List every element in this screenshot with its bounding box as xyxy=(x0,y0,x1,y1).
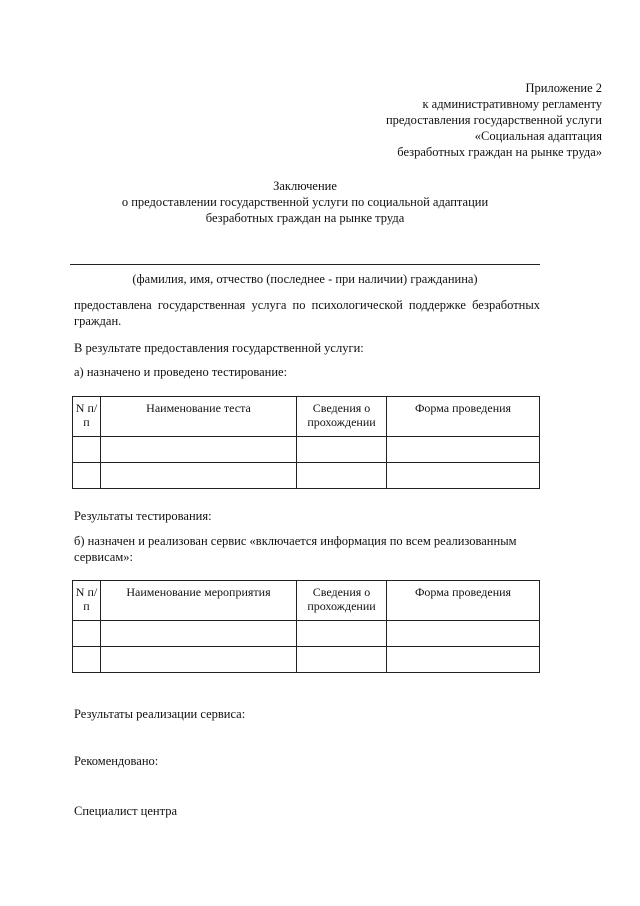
table-cell xyxy=(73,463,101,489)
citizen-name-line xyxy=(70,264,540,265)
specialist-label: Специалист центра xyxy=(74,804,178,818)
col-completion-header: Сведения о прохождении xyxy=(297,581,387,621)
table-cell xyxy=(101,647,297,673)
service-results-label: Результаты реализации сервиса: xyxy=(74,707,246,721)
table-cell xyxy=(387,437,540,463)
table-row xyxy=(73,437,540,463)
item-a-text: а) назначено и проведено тестирование: xyxy=(74,365,288,379)
title-line: о предоставлении государственной услуги по социальной адаптации xyxy=(121,195,489,209)
annex-line: «Социальная адаптация xyxy=(474,129,602,143)
table-row xyxy=(73,463,540,489)
services-table xyxy=(72,580,540,673)
table-header-row xyxy=(73,581,540,621)
table-cell xyxy=(297,647,387,673)
table-row xyxy=(73,621,540,647)
service-provided-text: предоставлена государственная услуга по психологической поддержке безработных граждан. xyxy=(74,298,540,328)
annex-line: к административному регламенту xyxy=(422,97,602,111)
col-form-header: Форма проведения xyxy=(387,397,540,437)
col-event-name-header: Наименование мероприятия xyxy=(101,581,297,621)
annex-line: Приложение 2 xyxy=(525,81,602,95)
recommended-label: Рекомендовано: xyxy=(74,754,159,768)
item-b-text: б) назначен и реализован сервис «включается информация по всем реализованным сервисам»: xyxy=(74,534,517,564)
table-header-row xyxy=(73,397,540,437)
col-test-name-header: Наименование теста xyxy=(101,397,297,437)
title-line: Заключение xyxy=(273,179,337,193)
table-cell xyxy=(297,621,387,647)
test-results-label: Результаты тестирования: xyxy=(74,509,212,523)
col-completion-header: Сведения о прохождении xyxy=(297,397,387,437)
result-intro-text: В результате предоставления государственной услуги: xyxy=(74,341,364,355)
tests-table xyxy=(72,396,540,489)
annex-line: безработных граждан на рынке труда» xyxy=(397,145,602,159)
col-number-header: N п/п xyxy=(73,397,101,437)
table-cell xyxy=(73,647,101,673)
annex-header xyxy=(302,80,602,160)
col-number-header: N п/п xyxy=(73,581,101,621)
table-cell xyxy=(101,621,297,647)
annex-line: предоставления государственной услуги xyxy=(385,113,602,127)
table-cell xyxy=(101,463,297,489)
title-line: безработных граждан на рынке труда xyxy=(205,211,405,225)
table-cell xyxy=(297,437,387,463)
table-row xyxy=(73,647,540,673)
table-cell xyxy=(73,621,101,647)
document-title xyxy=(70,178,540,226)
col-form-header: Форма проведения xyxy=(387,581,540,621)
table-cell xyxy=(387,463,540,489)
citizen-name-caption: (фамилия, имя, отчество (последнее - при наличии) гражданина) xyxy=(132,272,478,286)
table-cell xyxy=(297,463,387,489)
table-cell xyxy=(387,621,540,647)
table-cell xyxy=(73,437,101,463)
table-cell xyxy=(387,647,540,673)
table-cell xyxy=(101,437,297,463)
